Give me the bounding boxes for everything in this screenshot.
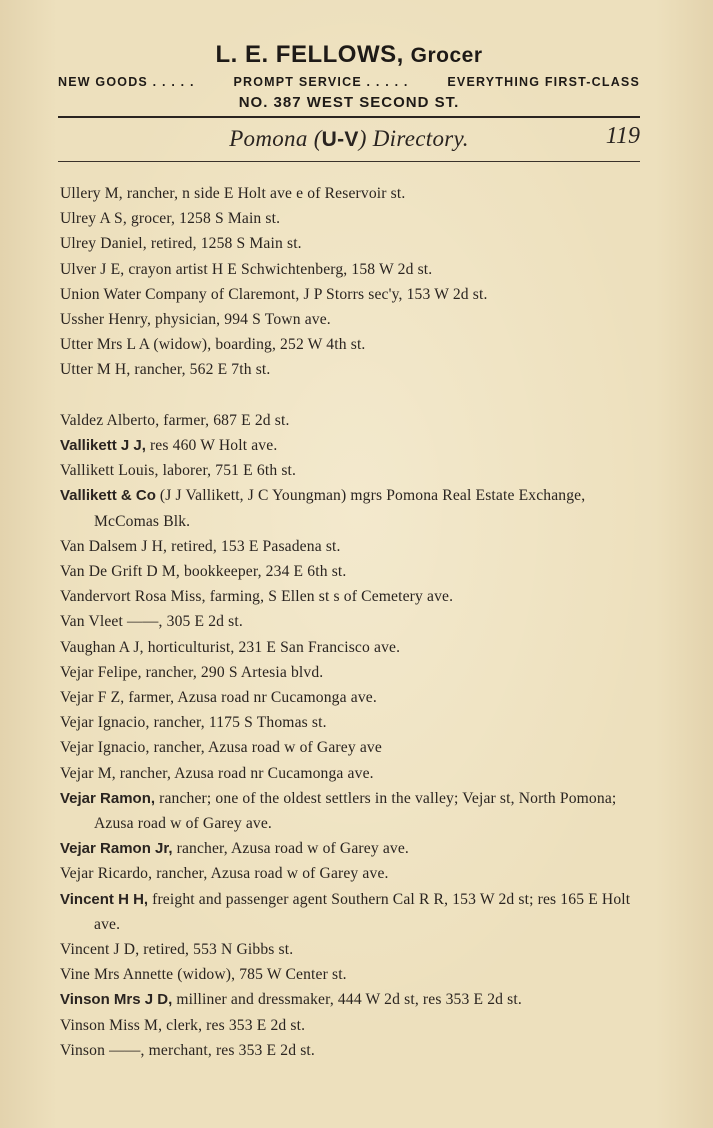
grocer-advertisement	[58, 40, 640, 113]
entry-text: Ulrey A S, grocer, 1258 S Main st.	[60, 210, 281, 228]
advertisement-address: NO. 387 WEST SECOND ST.	[238, 94, 460, 111]
directory-entry	[60, 836, 650, 861]
directory-entry	[60, 761, 650, 786]
directory-entry	[60, 584, 650, 609]
entry-text: Valdez Alberto, farmer, 687 E 2d st.	[60, 411, 290, 429]
directory-entry	[60, 735, 650, 760]
directory-entry	[60, 685, 650, 710]
directory-entry	[60, 609, 650, 634]
entry-text: Ussher Henry, physician, 994 S Town ave.	[60, 311, 331, 329]
entry-text: Vallikett Louis, laborer, 751 E 6th st.	[60, 462, 297, 480]
entry-name-bold: Vallikett & Co	[60, 487, 156, 505]
directory-entry	[60, 635, 650, 660]
entry-text: Van De Grift D M, bookkeeper, 234 E 6th st.	[60, 563, 347, 581]
entry-text: milliner and dressmaker, 444 W 2d st, res 353 E 2d st.	[172, 991, 522, 1009]
entry-text: Vaughan A J, horticulturist, 231 E San Francisco ave.	[60, 638, 401, 656]
entry-text: rancher; one of the oldest settlers in the valley; Vejar st, North Pomona; Azusa road w of Garey ave.	[94, 789, 617, 833]
directory-entry	[60, 1038, 650, 1063]
directory-entry	[60, 206, 650, 231]
directory-entry	[60, 282, 650, 307]
entry-text: Van Dalsem J H, retired, 153 E Pasadena st.	[60, 537, 341, 555]
tagline-part: EVERYTHING FIRST-CLASS	[447, 75, 640, 89]
directory-entry	[60, 231, 650, 256]
advertisement-title	[58, 40, 640, 70]
entry-name-bold: Vincent H H,	[60, 890, 149, 908]
entry-text: Vandervort Rosa Miss, farming, S Ellen st s of Cemetery ave.	[60, 588, 454, 606]
advertiser-occupation: Grocer	[410, 44, 483, 67]
entry-name-bold: Vejar Ramon,	[60, 789, 156, 807]
page-number: 119	[605, 123, 640, 149]
directory-entry	[60, 887, 650, 937]
entry-text: res 460 W Holt ave.	[145, 437, 278, 455]
title-prefix: Pomona (	[229, 126, 322, 151]
title-letters: U-V	[321, 128, 359, 151]
directory-entry	[60, 710, 650, 735]
directory-entry	[60, 861, 650, 886]
directory-entry	[60, 962, 650, 987]
title-suffix: ) Directory.	[358, 126, 469, 151]
entry-text: Vejar M, rancher, Azusa road nr Cucamonga ave.	[60, 764, 374, 782]
entry-name-bold: Vinson Mrs J D,	[60, 991, 173, 1009]
directory-entry	[60, 408, 650, 433]
entry-text: Vincent J D, retired, 553 N Gibbs st.	[60, 941, 294, 959]
entry-text: Vine Mrs Annette (widow), 785 W Center st.	[60, 966, 347, 984]
advertiser-name: L. E. FELLOWS,	[215, 41, 404, 68]
directory-entry	[60, 559, 650, 584]
entry-text: Vejar F Z, farmer, Azusa road nr Cucamonga ave.	[60, 689, 377, 707]
entry-text: Vinson Miss M, clerk, res 353 E 2d st.	[60, 1016, 306, 1034]
entry-text: Vejar Ignacio, rancher, Azusa road w of Garey ave	[60, 739, 382, 757]
tagline-part: PROMPT SERVICE . . . . .	[233, 75, 409, 89]
entry-text: Ulver J E, crayon artist H E Schwichtenberg, 158 W 2d st.	[60, 260, 433, 278]
directory-entry	[60, 357, 650, 382]
directory-entry	[60, 433, 650, 458]
entry-text: freight and passenger agent Southern Cal R R, 153 W 2d st; res 165 E Holt ave.	[94, 890, 631, 933]
directory-entry	[60, 483, 650, 533]
directory-entry	[60, 458, 650, 483]
advertisement-tagline	[58, 74, 640, 90]
section-gap	[60, 383, 650, 408]
entry-text: Vejar Felipe, rancher, 290 S Artesia blvd.	[60, 663, 324, 681]
directory-entry	[60, 987, 650, 1012]
header-rule-bottom	[58, 161, 640, 162]
entry-text: (J J Vallikett, J C Youngman) mgrs Pomona Real Estate Exchange, McComas Blk.	[94, 487, 586, 530]
directory-entry	[60, 307, 650, 332]
entry-text: rancher, Azusa road w of Garey ave.	[172, 840, 409, 858]
entry-name-bold: Vejar Ramon Jr,	[60, 840, 173, 858]
directory-entry	[60, 786, 650, 836]
entry-text: Ulrey Daniel, retired, 1258 S Main st.	[60, 235, 302, 253]
header-rule-top	[58, 116, 640, 118]
directory-entries	[60, 181, 650, 1063]
directory-entry	[60, 332, 650, 357]
entry-text: Vejar Ignacio, rancher, 1175 S Thomas st.	[60, 714, 327, 732]
directory-entry	[60, 534, 650, 559]
entry-text: Utter M H, rancher, 562 E 7th st.	[60, 361, 271, 379]
directory-entry	[60, 257, 650, 282]
entry-text: Utter Mrs L A (widow), boarding, 252 W 4th st.	[60, 336, 366, 354]
directory-entry	[60, 181, 650, 206]
entry-text: Ullery M, rancher, n side E Holt ave e of Reservoir st.	[60, 185, 406, 202]
running-head	[58, 122, 640, 156]
directory-entry	[60, 1013, 650, 1038]
directory-entry	[60, 660, 650, 685]
directory-title	[58, 126, 640, 152]
entry-text: Vejar Ricardo, rancher, Azusa road w of Garey ave.	[60, 865, 389, 883]
tagline-part: NEW GOODS . . . . .	[58, 75, 195, 89]
entry-text: Van Vleet ——, 305 E 2d st.	[60, 613, 243, 631]
entry-name-bold: Vallikett J J,	[60, 437, 146, 455]
entry-text: Vinson ——, merchant, res 353 E 2d st.	[60, 1041, 315, 1059]
entry-text: Union Water Company of Claremont, J P Storrs sec'y, 153 W 2d st.	[60, 285, 488, 303]
directory-entry	[60, 937, 650, 962]
